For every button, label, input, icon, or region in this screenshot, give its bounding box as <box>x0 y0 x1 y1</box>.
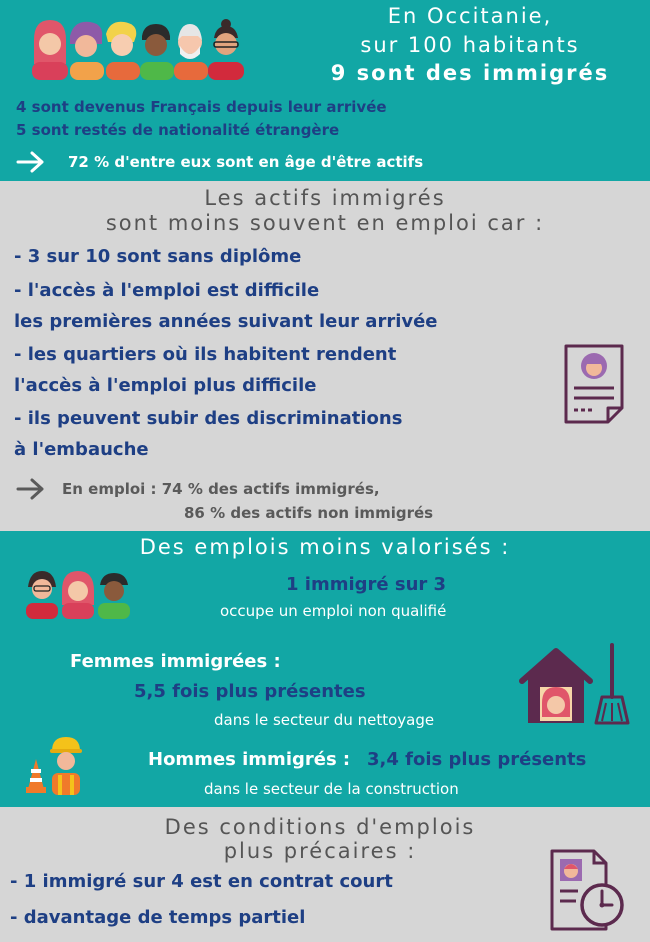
jobs-section <box>0 531 650 807</box>
people-group-icon <box>30 14 260 80</box>
conditions-title-line2: plus précaires : <box>223 839 417 863</box>
three-people-icon <box>26 567 130 619</box>
women-stat: 5,5 fois plus présentes <box>134 681 366 702</box>
men-label: Hommes immigrés : <box>148 749 351 770</box>
arrow-right-icon <box>16 150 46 174</box>
house-cleaning-icon <box>516 641 630 727</box>
stat-foreign: 5 sont restés de nationalité étrangère <box>16 121 340 139</box>
employment-rate-non-immigrants: 86 % des actifs non immigrés <box>184 504 434 522</box>
men-sector: dans le secteur de la construction <box>204 780 459 798</box>
bullet-neighborhood-line2: l'accès à l'emploi plus difficile <box>14 375 317 396</box>
contract-clock-icon <box>548 849 628 931</box>
bullet-part-time: - davantage de temps partiel <box>10 907 306 928</box>
intro-section <box>0 0 650 181</box>
arrow-right-icon <box>16 477 46 501</box>
unqualified-desc: occupe un emploi non qualifié <box>220 602 447 620</box>
intro-title-line1: En Occitanie, <box>387 4 553 28</box>
intro-title-line3: 9 sont des immigrés <box>330 61 610 85</box>
bullet-discrimination-line2: à l'embauche <box>14 439 149 460</box>
employment-title-line2: sont moins souvent en emploi car : <box>105 211 545 235</box>
construction-worker-icon <box>22 731 86 795</box>
jobs-title: Des emplois moins valorisés : <box>139 535 511 559</box>
employment-rate-immigrants: En emploi : 74 % des actifs immigrés, <box>62 480 380 498</box>
stat-naturalized: 4 sont devenus Français depuis leur arrivée <box>16 98 387 116</box>
unqualified-stat: 1 immigré sur 3 <box>286 574 447 595</box>
bullet-no-diploma: - 3 sur 10 sont sans diplôme <box>14 246 302 267</box>
resume-icon <box>560 344 628 424</box>
women-sector: dans le secteur du nettoyage <box>214 711 435 729</box>
bullet-discrimination-line1: - ils peuvent subir des discriminations <box>14 408 403 429</box>
employment-section <box>0 181 650 531</box>
stat-working-age: 72 % d'entre eux sont en âge d'être actifs <box>68 153 424 171</box>
women-label: Femmes immigrées : <box>70 651 281 672</box>
men-stat: 3,4 fois plus présents <box>367 749 587 770</box>
conditions-section <box>0 807 650 942</box>
bullet-neighborhood-line1: - les quartiers où ils habitent rendent <box>14 344 397 365</box>
intro-title-line2: sur 100 habitants <box>360 33 580 57</box>
conditions-title-line1: Des conditions d'emplois <box>164 815 476 839</box>
bullet-short-contract: - 1 immigré sur 4 est en contrat court <box>10 871 393 892</box>
employment-title-line1: Les actifs immigrés <box>204 186 446 210</box>
bullet-access-line2: les premières années suivant leur arrivée <box>14 311 438 332</box>
bullet-access-line1: - l'accès à l'emploi est difficile <box>14 280 320 301</box>
